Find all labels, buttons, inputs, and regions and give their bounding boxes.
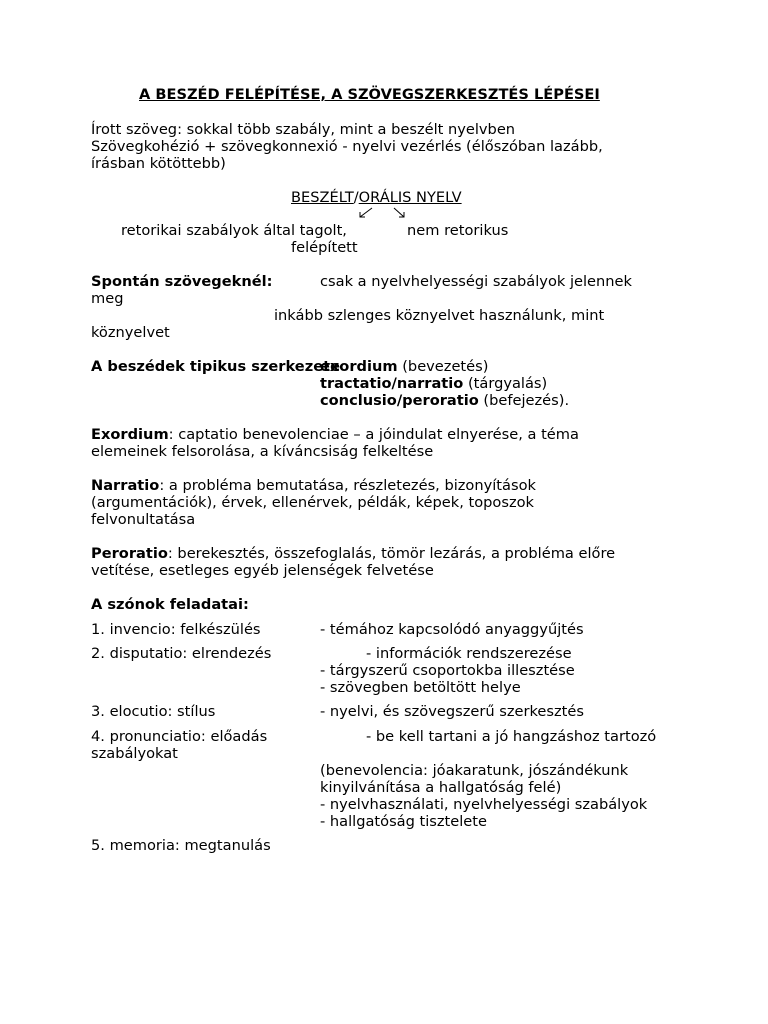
task-2-detail: - tárgyszerű csoportokba illesztése (320, 662, 575, 679)
diagram-top-right: ORÁLIS NYELV (358, 189, 462, 206)
spontan-text-1: csak a nyelvhelyességi szabályok jelennek (320, 273, 632, 290)
diagram-top-left: BESZÉLT (291, 189, 354, 206)
spontan-text-2: inkább szlenges köznyelvet használunk, mint (274, 307, 605, 324)
task-2-detail: - információk rendszerezése (366, 645, 572, 662)
peroratio-text: : berekesztés, összefoglalás, tömör lezárás, a probléma előre (167, 545, 616, 562)
task-4-detail: - hallgatóság tisztelete (320, 813, 487, 830)
exordium-paragraph-line-1 (91, 426, 579, 443)
structure-item (320, 375, 547, 392)
spontan-text-2-cont: köznyelvet (91, 324, 170, 341)
narratio-text: : a probléma bemutatása, részletezés, bizonyítások (159, 477, 536, 494)
narratio-paragraph-line-2: (argumentációk), érvek, ellenérvek, példák, képek, toposzok (91, 494, 534, 511)
structure-gloss: (befejezés). (478, 392, 570, 409)
exordium-paragraph-line-2: elemeinek felsorolása, a kíváncsiság felkeltése (91, 443, 434, 460)
page-title: A BESZÉD FELÉPÍTÉSE, A SZÖVEGSZERKESZTÉS LÉPÉSEI (139, 86, 600, 103)
arrow-down-right-icon (394, 208, 404, 217)
task-4-detail: kinyilvánítása a hallgatóság felé) (320, 779, 562, 796)
narratio-paragraph-line-3: felvonultatása (91, 511, 196, 528)
spontan-text-1-cont: meg (91, 290, 124, 307)
structure-term: conclusio/peroratio (320, 392, 479, 409)
peroratio-paragraph-line-2: vetítése, esetleges egyéb jelenségek felvetése (91, 562, 434, 579)
task-4-label: 4. pronunciatio: előadás (91, 728, 268, 745)
spontan-label: Spontán szövegeknél: (91, 273, 273, 290)
diagram-arrows (352, 205, 412, 223)
tasks-heading: A szónok feladatai: (91, 596, 249, 613)
structure-item (320, 358, 488, 375)
structure-item (320, 392, 569, 409)
task-1-label: 1. invencio: felkészülés (91, 621, 261, 638)
diagram-top (291, 189, 462, 206)
peroratio-term: Peroratio (91, 545, 168, 562)
intro-line-3: írásban kötöttebb) (91, 155, 226, 172)
task-3-detail: - nyelvi, és szövegszerű szerkesztés (320, 703, 584, 720)
narratio-paragraph-line-1 (91, 477, 536, 494)
exordium-term: Exordium (91, 426, 169, 443)
structure-gloss: (tárgyalás) (463, 375, 548, 392)
structure-gloss: (bevezetés) (397, 358, 489, 375)
arrow-down-left-icon (360, 208, 372, 217)
intro-line-2: Szövegkohézió + szövegkonnexió - nyelvi vezérlés (élőszóban lazább, (91, 138, 603, 155)
task-3-label: 3. elocutio: stílus (91, 703, 216, 720)
diagram-branch-left-2: felépített (291, 239, 358, 256)
task-4-detail: (benevolencia: jóakaratunk, jószándékunk (320, 762, 629, 779)
diagram-branch-left-1: retorikai szabályok által tagolt, (121, 222, 347, 239)
task-2-label: 2. disputatio: elrendezés (91, 645, 272, 662)
structure-label: A beszédek tipikus szerkezete (91, 358, 340, 375)
exordium-text: : captatio benevolenciae – a jóindulat elnyerése, a téma (168, 426, 579, 443)
structure-term: exordium (320, 358, 398, 375)
task-4-detail: - be kell tartani a jó hangzáshoz tartozó (366, 728, 657, 745)
peroratio-paragraph-line-1 (91, 545, 615, 562)
task-4-detail: - nyelvhasználati, nyelvhelyességi szabályok (320, 796, 648, 813)
intro-line-1: Írott szöveg: sokkal több szabály, mint a beszélt nyelvben (91, 121, 516, 138)
diagram-slash: / (353, 189, 359, 206)
narratio-term: Narratio (91, 477, 160, 494)
task-1-detail: - témához kapcsolódó anyaggyűjtés (320, 621, 584, 638)
task-4-detail-cont: szabályokat (91, 745, 178, 762)
task-5-label: 5. memoria: megtanulás (91, 837, 271, 854)
task-2-detail: - szövegben betöltött helye (320, 679, 521, 696)
structure-term: tractatio/narratio (320, 375, 464, 392)
diagram-branch-right: nem retorikus (407, 222, 509, 239)
